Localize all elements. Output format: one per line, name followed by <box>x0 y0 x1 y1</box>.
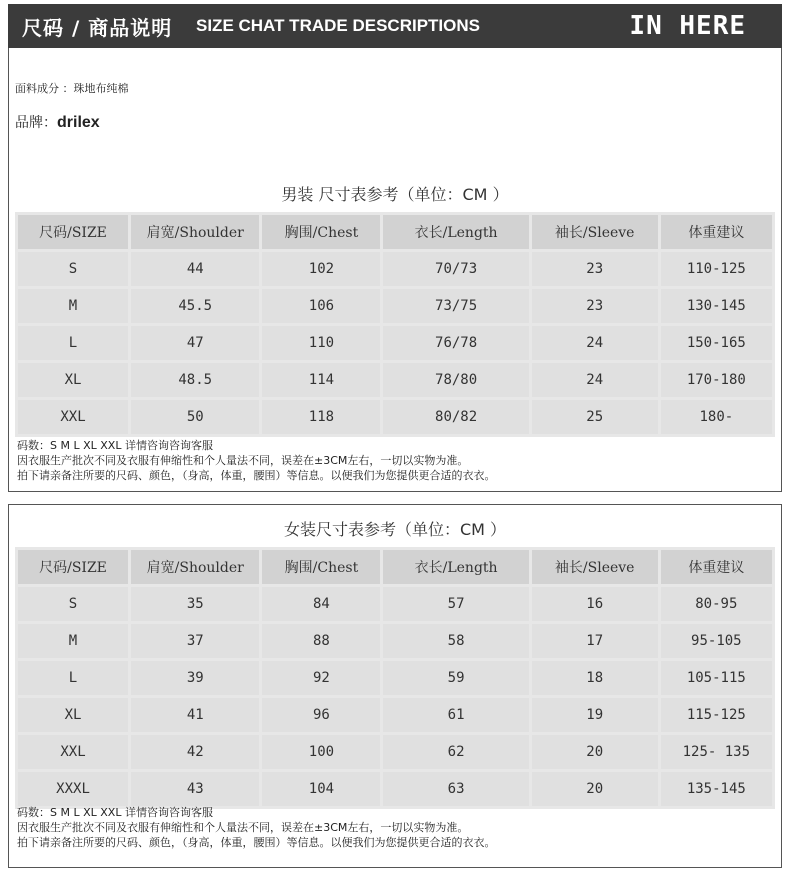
table-cell: 110-125 <box>661 252 772 286</box>
table-cell: S <box>18 252 128 286</box>
table-cell: 76/78 <box>383 326 528 360</box>
men-notes <box>17 438 496 483</box>
note-line: 拍下请亲备注所要的尺码、颜色，（身高，体重，腰围）等信息。以便我们为您提供更合适的衣衣。 <box>17 836 496 849</box>
header-cell: 衣长/Length <box>383 550 528 584</box>
table-cell: 59 <box>383 661 528 695</box>
table-cell: 62 <box>383 735 528 769</box>
women-size-table <box>15 547 775 809</box>
table-cell: 130-145 <box>661 289 772 323</box>
header-cn-title: 尺码 / 商品说明 <box>22 16 173 40</box>
table-cell: XXXL <box>18 772 128 806</box>
table-cell: 43 <box>131 772 259 806</box>
header-cell: 袖长/Sleeve <box>532 550 658 584</box>
header-bar <box>8 4 782 48</box>
table-cell: 150-165 <box>661 326 772 360</box>
table-cell: 35 <box>131 587 259 621</box>
table-cell: XXL <box>18 400 128 434</box>
table-cell: 41 <box>131 698 259 732</box>
header-cell: 衣长/Length <box>383 215 528 249</box>
brand-label: 品牌： <box>15 115 57 131</box>
table-cell: 48.5 <box>131 363 259 397</box>
table-cell: 23 <box>532 252 658 286</box>
table-row <box>18 735 772 769</box>
table-cell: 20 <box>532 772 658 806</box>
table-row <box>18 772 772 806</box>
table-header-row <box>18 550 772 584</box>
table-row <box>18 587 772 621</box>
women-notes <box>17 805 496 850</box>
women-size-panel <box>8 504 782 868</box>
table-row <box>18 289 772 323</box>
table-header-row <box>18 215 772 249</box>
table-cell: 135-145 <box>661 772 772 806</box>
table-cell: 20 <box>532 735 658 769</box>
header-en-title: SIZE CHAT TRADE DESCRIPTIONS <box>196 16 480 35</box>
table-cell: 110 <box>262 326 380 360</box>
table-cell: 180- <box>661 400 772 434</box>
table-cell: 100 <box>262 735 380 769</box>
table-cell: 95-105 <box>661 624 772 658</box>
table-cell: 63 <box>383 772 528 806</box>
header-cell: 尺码/SIZE <box>18 215 128 249</box>
table-cell: XL <box>18 698 128 732</box>
table-cell: 70/73 <box>383 252 528 286</box>
table-cell: 45.5 <box>131 289 259 323</box>
note-line: 因衣服生产批次不同及衣服有伸缩性和个人量法不同，误差在±3CM左右，一切以实物为准。 <box>17 821 469 834</box>
table-row <box>18 698 772 732</box>
header-cell: 体重建议 <box>661 215 772 249</box>
men-size-table <box>15 212 775 437</box>
table-cell: 58 <box>383 624 528 658</box>
fabric-info: 面料成分 ：珠地布纯棉 <box>15 82 129 95</box>
table-row <box>18 363 772 397</box>
table-cell: 170-180 <box>661 363 772 397</box>
header-cell: 袖长/Sleeve <box>532 215 658 249</box>
table-cell: L <box>18 326 128 360</box>
table-cell: 114 <box>262 363 380 397</box>
table-cell: XL <box>18 363 128 397</box>
table-cell: 37 <box>131 624 259 658</box>
header-cell: 胸围/Chest <box>262 215 380 249</box>
men-size-panel <box>8 48 782 492</box>
header-cell: 肩宽/Shoulder <box>131 215 259 249</box>
table-cell: 17 <box>532 624 658 658</box>
table-cell: 80/82 <box>383 400 528 434</box>
table-cell: 39 <box>131 661 259 695</box>
table-cell: 88 <box>262 624 380 658</box>
women-table-title: 女装尺寸表参考（单位：CM ） <box>283 520 507 539</box>
table-row <box>18 400 772 434</box>
header-cell: 肩宽/Shoulder <box>131 550 259 584</box>
table-cell: 44 <box>131 252 259 286</box>
table-cell: 115-125 <box>661 698 772 732</box>
header-cell: 胸围/Chest <box>262 550 380 584</box>
brand-value: drilex <box>57 114 100 131</box>
table-cell: 42 <box>131 735 259 769</box>
table-row <box>18 624 772 658</box>
table-cell: 84 <box>262 587 380 621</box>
table-cell: 57 <box>383 587 528 621</box>
table-cell: 19 <box>532 698 658 732</box>
table-cell: 102 <box>262 252 380 286</box>
table-cell: 105-115 <box>661 661 772 695</box>
table-cell: 24 <box>532 326 658 360</box>
table-cell: 78/80 <box>383 363 528 397</box>
table-cell: 125- 135 <box>661 735 772 769</box>
table-cell: 73/75 <box>383 289 528 323</box>
table-cell: 50 <box>131 400 259 434</box>
table-row <box>18 661 772 695</box>
table-cell: 47 <box>131 326 259 360</box>
table-cell: XXL <box>18 735 128 769</box>
table-cell: M <box>18 624 128 658</box>
table-cell: 92 <box>262 661 380 695</box>
note-line: 拍下请亲备注所要的尺码、颜色，（身高，体重，腰围）等信息。以便我们为您提供更合适的衣衣。 <box>17 469 496 482</box>
table-cell: S <box>18 587 128 621</box>
header-right-text: IN HERE <box>629 11 746 41</box>
header-cell: 体重建议 <box>661 550 772 584</box>
header-cell: 尺码/SIZE <box>18 550 128 584</box>
table-cell: 18 <box>532 661 658 695</box>
table-cell: 104 <box>262 772 380 806</box>
table-cell: 96 <box>262 698 380 732</box>
note-line: 码数：S M L XL XXL 详情咨询咨询客服 <box>17 806 213 819</box>
men-table-title: 男装 尺寸表参考（单位：CM ） <box>281 185 509 204</box>
table-cell: 61 <box>383 698 528 732</box>
note-line: 码数：S M L XL XXL 详情咨询咨询客服 <box>17 439 213 452</box>
table-row <box>18 252 772 286</box>
table-cell: 24 <box>532 363 658 397</box>
table-cell: 106 <box>262 289 380 323</box>
table-cell: 118 <box>262 400 380 434</box>
table-cell: 80-95 <box>661 587 772 621</box>
note-line: 因衣服生产批次不同及衣服有伸缩性和个人量法不同，误差在±3CM左右，一切以实物为准。 <box>17 454 469 467</box>
table-cell: 25 <box>532 400 658 434</box>
table-cell: L <box>18 661 128 695</box>
table-row <box>18 326 772 360</box>
table-cell: 16 <box>532 587 658 621</box>
table-cell: 23 <box>532 289 658 323</box>
brand-info <box>15 112 100 132</box>
table-cell: M <box>18 289 128 323</box>
